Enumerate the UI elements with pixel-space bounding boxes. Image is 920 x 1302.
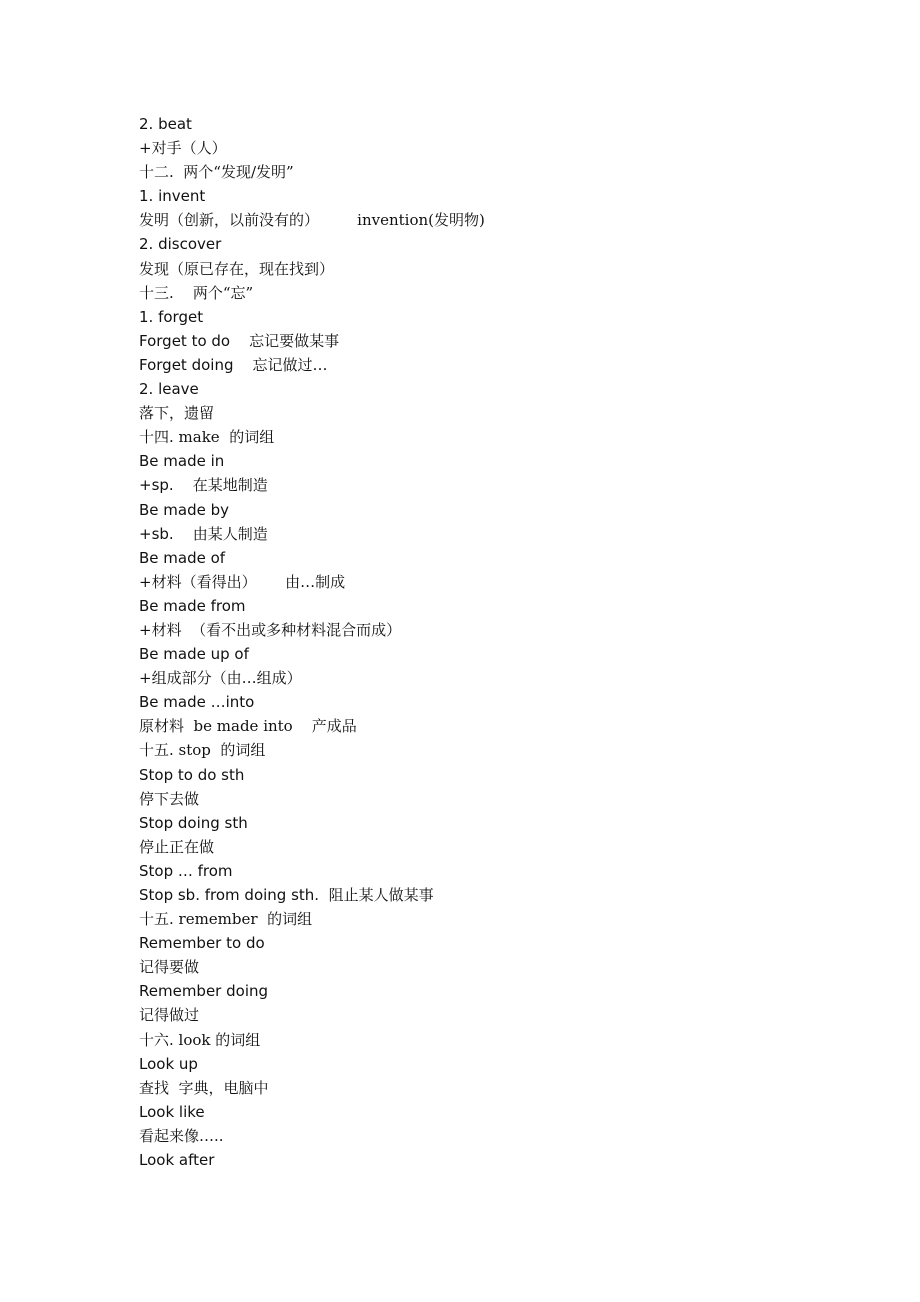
text-line: Look like (139, 1102, 205, 1121)
text-line: Be made by (139, 500, 230, 519)
text-line: 记得做过 (139, 1006, 200, 1025)
text-line: +材料 （看不出或多种材料混合而成） (139, 620, 402, 639)
section-heading: 十五. stop 的词组 (139, 741, 266, 760)
text-line: +组成部分（由…组成） (139, 669, 302, 688)
text-line: 发明（创新，以前没有的） invention(发明物) (139, 211, 485, 230)
text-line: 2. beat (139, 115, 192, 133)
text-line: +sb. 由某人制造 (139, 524, 268, 543)
text-line: 发现（原已存在，现在找到） (139, 259, 335, 278)
section-heading: 十三. 两个“忘” (139, 283, 254, 302)
text-line: 原材料 be made into 产成品 (139, 717, 357, 736)
text-line: Be made in (139, 452, 225, 471)
text-line: Be made from (139, 596, 246, 615)
text-line: 落下，遗留 (139, 404, 215, 423)
text-line: Remember doing (139, 982, 269, 1001)
text-line: Look up (139, 1054, 198, 1073)
text-line: 停止正在做 (139, 837, 215, 856)
text-line: 查找 字典，电脑中 (139, 1078, 269, 1097)
text-line: 记得要做 (139, 958, 200, 977)
text-line: Remember to do (139, 934, 265, 953)
text-line: Forget to do 忘记要做某事 (139, 331, 340, 350)
section-heading: 十四. make 的词组 (139, 428, 275, 447)
text-line: Stop to do sth (139, 765, 245, 784)
text-line: Stop sb. from doing sth. 阻止某人做某事 (139, 886, 434, 904)
text-line: +材料（看得出） 由…制成 (139, 572, 346, 591)
text-line: +对手（人） (139, 139, 227, 158)
section-heading: 十六. look 的词组 (139, 1030, 261, 1049)
text-line: Be made of (139, 548, 226, 567)
text-line: 1. forget (139, 307, 204, 326)
text-line: 1. invent (139, 187, 206, 206)
text-line: Stop doing sth (139, 813, 248, 832)
document-body (139, 112, 839, 1172)
text-line: Be made …into (139, 693, 255, 712)
text-line: +sp. 在某地制造 (139, 476, 268, 495)
text-line: 停下去做 (139, 789, 200, 808)
section-heading: 十二. 两个“发现/发明” (139, 163, 294, 182)
text-line: 2. discover (139, 235, 222, 254)
text-line: Stop … from (139, 861, 233, 880)
text-line: 2. leave (139, 380, 199, 399)
text-line: Forget doing 忘记做过… (139, 355, 328, 374)
section-heading: 十五. remember 的词组 (139, 910, 313, 929)
text-line: Be made up of (139, 645, 249, 664)
text-line: Look after (139, 1151, 215, 1170)
text-line: 看起来像….. (139, 1126, 224, 1145)
